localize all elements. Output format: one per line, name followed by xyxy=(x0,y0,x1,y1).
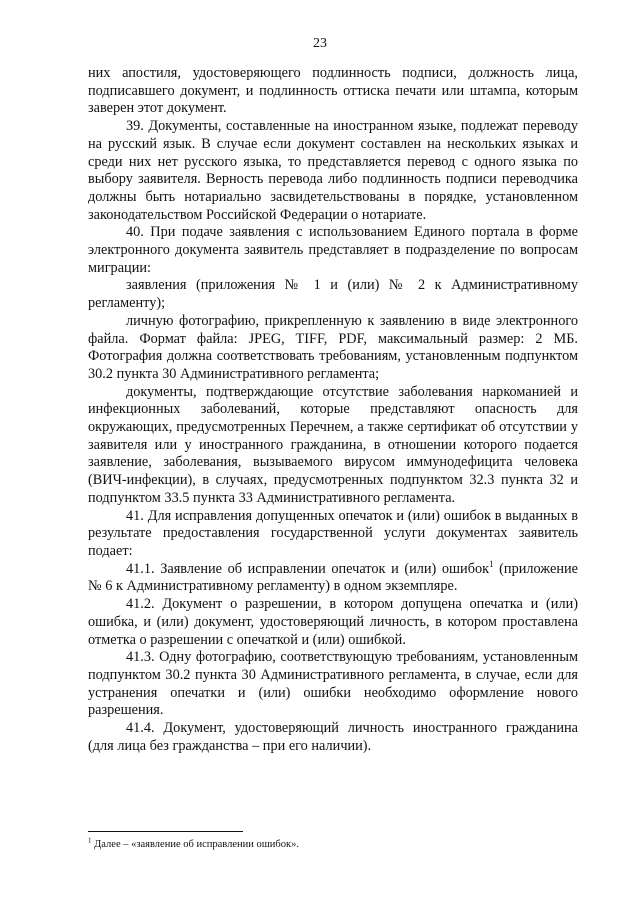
paragraph-41-1-text: 41.1. Заявление об исправлении опечаток и (или) ошибок xyxy=(126,560,490,577)
list-item-photo: личную фотографию, прикрепленную к заявлению в виде электронного файла. Формат файла: JPEG, TIFF, PDF, максимальный размер: 2 МБ. Фотография должна соответствовать требованиям, установленным подпунктом 30.2 пункта 30 Административного регламента; xyxy=(88,312,578,382)
document-body xyxy=(88,65,578,755)
paragraph-40-epgu-submission: 40. При подаче заявления с использованием Единого портала в форме электронного документа заявитель представляет в подразделение по вопросам миграции: xyxy=(88,224,578,276)
footnote xyxy=(88,838,578,851)
paragraph-41-1-correction-application xyxy=(88,558,578,596)
paragraph-41-corrections: 41. Для исправления допущенных опечаток и (или) ошибок в выданных в результате предоставления государственной услуги документах заявитель подает: xyxy=(88,507,578,559)
paragraph-41-4-identity-document: 41.4. Документ, удостоверяющий личность иностранного гражданина (для лица без гражданства – при его наличии). xyxy=(88,720,578,754)
list-item-applications: заявления (приложения № 1 и (или) № 2 к Административному регламенту); xyxy=(88,277,578,312)
paragraph-41-2-permit-document: 41.2. Документ о разрешении, в котором допущена опечатка и (или) ошибка, и (или) документ, удостоверяющий личность, в котором проставлена отметка о разрешении с опечаткой и (или) ошибкой. xyxy=(88,596,578,648)
footnote-divider xyxy=(88,831,243,832)
footnote-text: Далее – «заявление об исправлении ошибок». xyxy=(91,839,299,850)
footnote-reference: 1 xyxy=(489,558,494,569)
paragraph-41-3-photo: 41.3. Одну фотографию, соответствующую требованиям, установленным подпунктом 30.2 пункта 30 Административного регламента, в случае, если для устранения опечатки и (или) ошибки необходимо оформление нового разрешения. xyxy=(88,649,578,719)
footnote-mark: 1 xyxy=(88,836,92,845)
paragraph-39-foreign-language-documents: 39. Документы, составленные на иностранном языке, подлежат переводу на русский язык. В случае если документ составлен на нескольких языках и среди них нет русского языка, то представляется перевод с одного языка по выбору заявителя. Верность перевода либо подлинность подписи переводчика должны быть нотариально засвидетельствованы в порядке, установленном законодательством Российской Федерации о нотариате. xyxy=(88,118,578,223)
list-item-medical-documents: документы, подтверждающие отсутствие заболевания наркоманией и инфекционных заболеваний, которые представляют опасность для окружающих, предусмотренных Перечнем, а также сертификат об отсутствии у заявителя или у иностранного гражданина, в отношении которого подается заявление, заболевания, вызываемого вирусом иммунодефицита человека (ВИЧ-инфекции), в случаях, предусмотренных подпунктом 32.3 пункта 32 и подпунктом 33.5 пункта 33 Административного регламента. xyxy=(88,383,578,506)
page-number: 23 xyxy=(313,36,327,51)
paragraph-41-1-text-after: (приложение № 6 к Административному регламенту) в одном экземпляре. xyxy=(88,560,578,595)
paragraph-apostille-continuation: них апостиля, удостоверяющего подлинность подписи, должность лица, подписавшего документ, и подлинность оттиска печати или штампа, которым заверен этот документ. xyxy=(88,65,578,117)
